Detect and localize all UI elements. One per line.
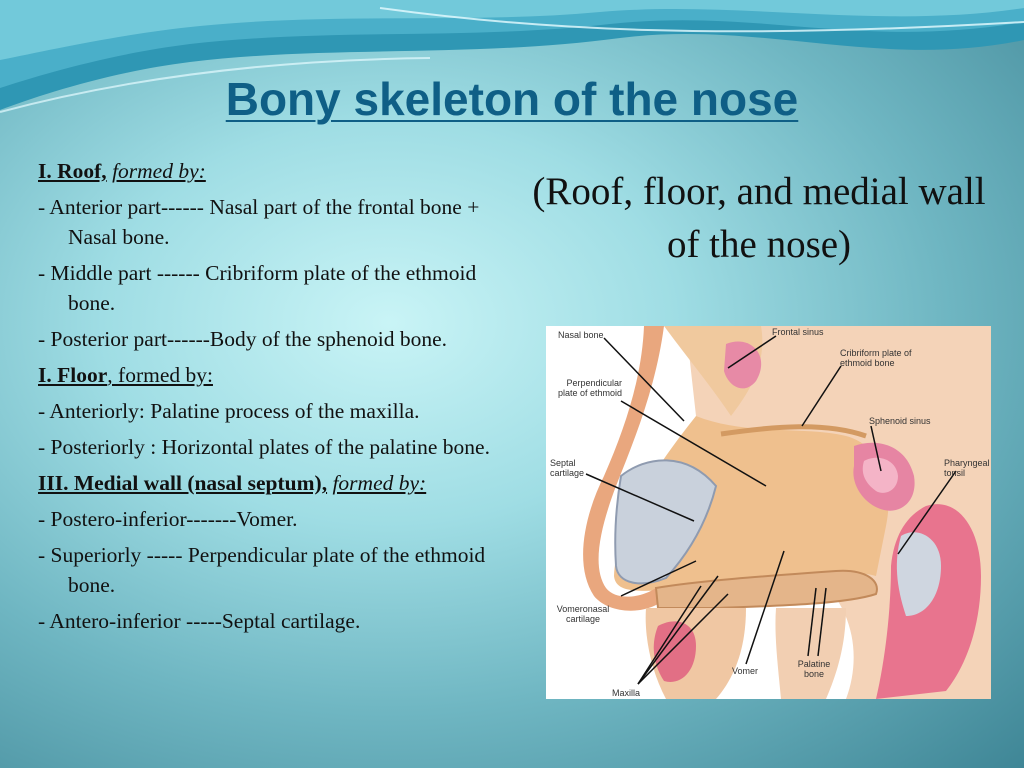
nasal-anatomy-figure: [546, 326, 991, 699]
label-maxilla: Maxilla: [612, 688, 641, 698]
label-perpendicular-plate: Perpendicular plate of ethmoid: [557, 378, 622, 398]
roof-item-1: - Anterior part------ Nasal part of the frontal bone + Nasal bone.: [38, 195, 480, 249]
label-sphenoid-sinus: Sphenoid sinus: [869, 416, 931, 426]
septum-heading: [38, 468, 522, 498]
floor-heading-rest: , formed by:: [107, 363, 213, 387]
septum-item-1: - Postero-inferior-------Vomer.: [38, 507, 298, 531]
roof-heading-rest: formed by:: [112, 159, 206, 183]
label-nasal-bone: Nasal bone: [558, 330, 604, 340]
content-text-block: [38, 156, 522, 642]
floor-heading: [38, 360, 522, 390]
label-vomeronasal-cartilage: Vomeronasal cartilage: [556, 604, 610, 624]
label-frontal-sinus: Frontal sinus: [772, 327, 824, 337]
septum-heading-num: III. Medial wall (nasal septum),: [38, 471, 328, 495]
roof-item-2: - Middle part ------ Cribriform plate of the ethmoid bone.: [38, 261, 477, 315]
label-pharyngeal-tonsil: Pharyngeal tonsil: [944, 458, 990, 478]
septum-heading-rest: formed by:: [332, 471, 427, 495]
label-vomer: Vomer: [732, 666, 759, 676]
slide-title: Bony skeleton of the nose: [225, 73, 799, 125]
septum-item-3: - Antero-inferior -----Septal cartilage.: [38, 609, 361, 633]
septum-item-2: - Superiorly ----- Perpendicular plate of the ethmoid bone.: [38, 543, 486, 597]
floor-heading-num: I. Floor: [38, 363, 108, 387]
floor-item-2: - Posteriorly : Horizontal plates of the palatine bone.: [38, 435, 490, 459]
roof-heading-num: I. Roof,: [38, 159, 107, 183]
label-palatine-bone: Palatine bone: [797, 659, 831, 679]
figure-caption: (Roof, floor, and medial wall of the nose): [532, 170, 986, 266]
roof-heading: [38, 156, 522, 186]
label-cribriform-plate: Cribriform plate of ethmoid bone: [840, 348, 912, 368]
floor-item-1: - Anteriorly: Palatine process of the maxilla.: [38, 399, 420, 423]
label-septal-cartilage: Septal cartilage: [550, 458, 585, 478]
roof-item-3: - Posterior part------Body of the sphenoid bone.: [38, 327, 447, 351]
